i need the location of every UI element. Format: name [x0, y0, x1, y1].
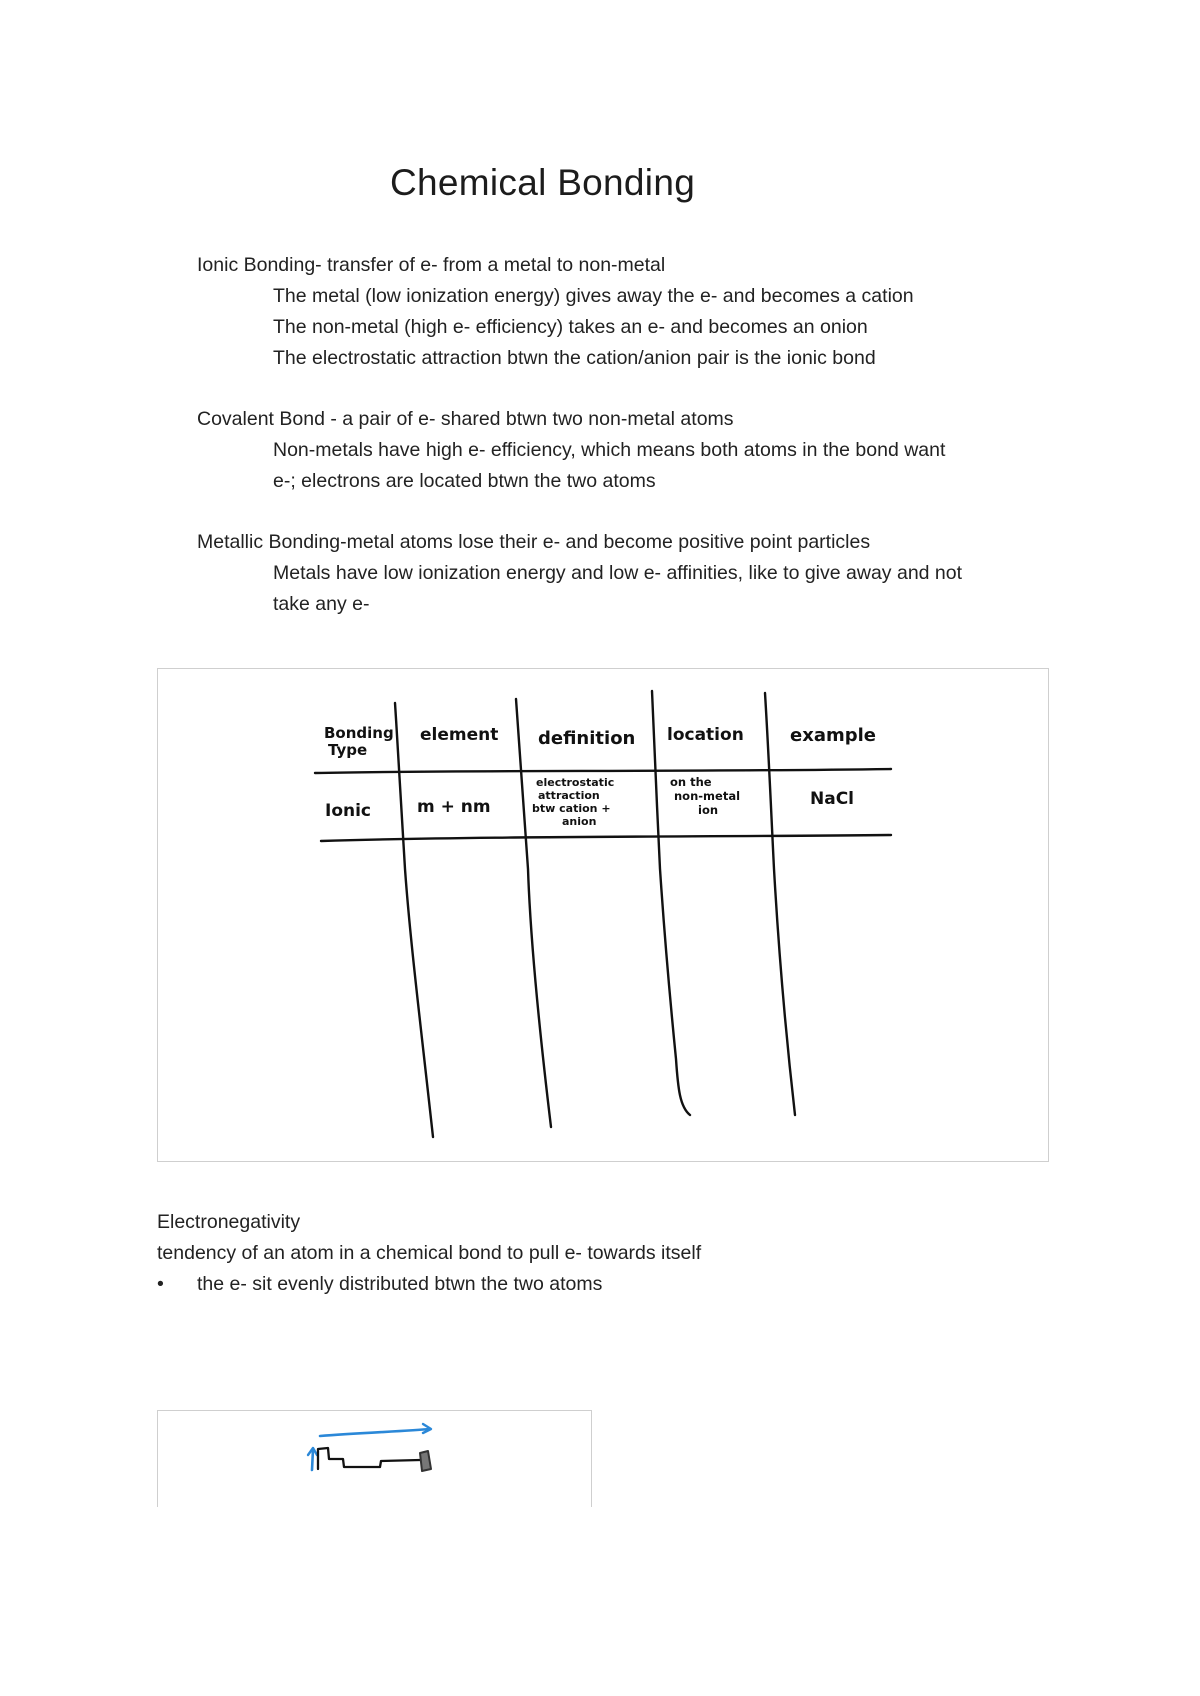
row-location-line2: non-metal: [674, 789, 741, 803]
row-definition-line4: anion: [562, 815, 597, 828]
electronegativity-definition: tendency of an atom in a chemical bond to pull e- towards itself: [157, 1242, 702, 1264]
bullet-marker: •: [157, 1273, 164, 1295]
row-location: [670, 775, 744, 817]
sketch-table-frame: [157, 668, 1049, 1162]
page-title: Chemical Bonding: [390, 162, 696, 203]
blue-arrow-top: [320, 1429, 430, 1436]
ionic-section: [197, 250, 665, 280]
divider-3: [652, 691, 690, 1115]
covalent-section: [197, 404, 734, 434]
header-element: element: [420, 725, 499, 745]
row-definition-line3: btw cation +: [532, 802, 611, 815]
row-definition-line2: attraction: [538, 789, 600, 802]
row-definition: [532, 776, 618, 828]
ionic-detail-2: The non-metal (high e- efficiency) takes an e- and becomes an onion: [273, 316, 868, 338]
covalent-term: Covalent Bond: [197, 408, 325, 430]
header-definition: definition: [538, 728, 636, 749]
header-rule: [315, 769, 891, 773]
metallic-detail-2: take any e-: [273, 593, 370, 615]
ink-outline: [318, 1448, 420, 1469]
covalent-detail-1: Non-metals have high e- efficiency, which means both atoms in the bond want: [273, 439, 946, 461]
divider-4: [765, 693, 795, 1115]
row-definition-line1: electrostatic: [536, 776, 615, 789]
metallic-section: [197, 527, 870, 557]
electronegativity-heading: Electronegativity: [157, 1211, 301, 1233]
metallic-definition: -metal atoms lose their e- and become positive point particles: [340, 531, 871, 553]
header-bonding-type: [324, 724, 399, 759]
header-location: location: [667, 725, 744, 745]
ink-blob: [420, 1451, 431, 1471]
row-type: Ionic: [325, 801, 372, 821]
metallic-detail-1: Metals have low ionization energy and low e- affinities, like to give away and not: [273, 562, 963, 584]
blue-arrow-up: [312, 1449, 313, 1470]
header-bonding-type-line1: Bonding: [324, 724, 394, 742]
row-element: m + nm: [417, 797, 491, 817]
metallic-term: Metallic Bonding: [197, 531, 341, 553]
covalent-detail-2: e-; electrons are located btwn the two atoms: [273, 470, 656, 492]
bullet-item: the e- sit evenly distributed btwn the two atoms: [197, 1273, 603, 1295]
ionic-detail-1: The metal (low ionization energy) gives away the e- and becomes a cation: [273, 285, 914, 307]
electronegativity-sketch: [158, 1411, 591, 1507]
header-example: example: [790, 725, 876, 746]
row-location-line1: on the: [670, 775, 712, 789]
row-example: NaCl: [810, 789, 855, 809]
ionic-definition: - transfer of e- from a metal to non-metal: [315, 254, 666, 276]
electronegativity-sketch-frame: [157, 1410, 592, 1507]
ionic-detail-3: The electrostatic attraction btwn the cation/anion pair is the ionic bond: [273, 347, 876, 369]
covalent-definition: - a pair of e- shared btwn two non-metal atoms: [324, 408, 734, 430]
ionic-term: Ionic Bonding: [197, 254, 316, 276]
divider-2: [516, 699, 551, 1127]
divider-1: [395, 703, 433, 1137]
row-location-line3: ion: [698, 803, 719, 817]
row-rule: [321, 835, 891, 841]
handwritten-table-sketch: [158, 669, 1048, 1161]
header-bonding-type-line2: Type: [328, 741, 368, 759]
